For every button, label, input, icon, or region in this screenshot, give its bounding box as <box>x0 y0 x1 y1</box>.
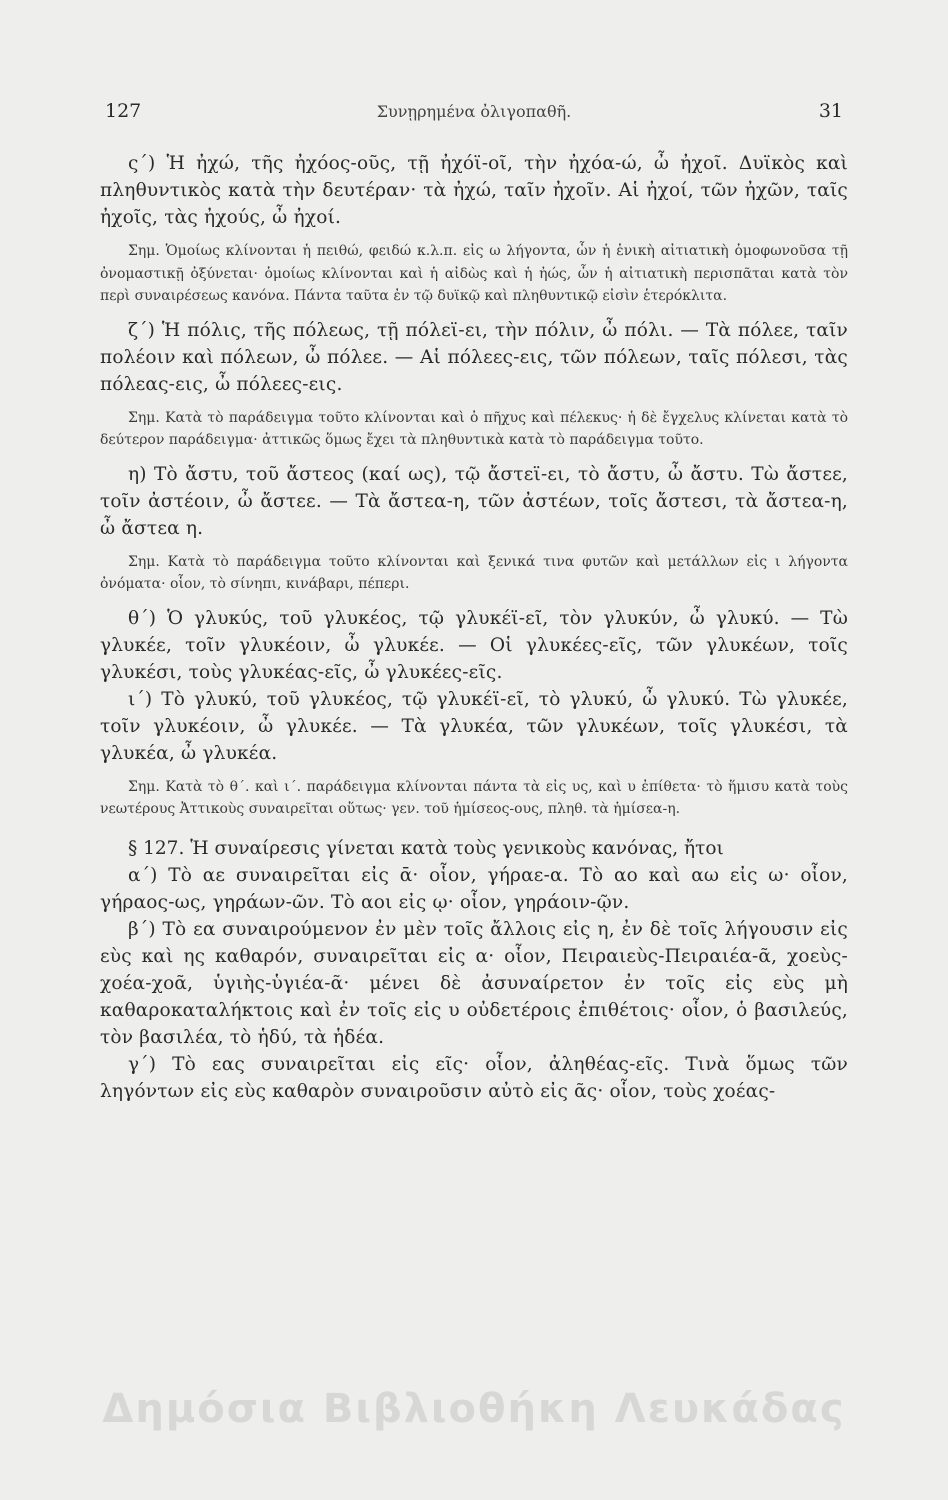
note-polis-similar: Σημ. Κατὰ τὸ παράδειγμα τοῦτο κλίνονται καὶ ὁ πῆχυς καὶ πέλεκυς· ἡ δὲ ἔγχελυς κλίνεται κατὰ τὸ δεύτερον παράδειγμα· ἀττικῶς ὅμως ἔχει τὰ πληθυντικὰ κατὰ τὸ παράδειγμα τοῦτο. <box>100 409 848 448</box>
library-watermark: Δημόσια Βιβλιοθήκη Λευκάδας <box>102 1386 846 1432</box>
paragraph-glykys-masculine: θ΄) Ὁ γλυκύς, τοῦ γλυκέος, τῷ γλυκέϊ-εῖ, τὸν γλυκύν, ὦ γλυκύ. — Τὼ γλυκέε, τοῖν γλυκέοιν, ὦ γλυκέε. — Οἱ γλυκέες-εῖς, τῶν γλυκέων, τοῖς γλυκέσι, τοὺς γλυκέας-εῖς, ὦ γλυκέες-εῖς. <box>100 607 848 683</box>
page-header <box>105 100 843 130</box>
section-127-heading: § 127. Ἡ συναίρεσις γίνεται κατὰ τοὺς γενικοὺς κανόνας, ἤτοι <box>128 837 724 859</box>
paragraph-echo-declension: ς΄) Ἡ ἠχώ, τῆς ἠχόος-οῦς, τῇ ἠχόϊ-οῖ, τὴν ἠχόα-ώ, ὦ ἠχοῖ. Δυϊκὸς καὶ πληθυντικὸς κατὰ τὴν δευτέραν· τὰ ἠχώ, ταῖν ἠχοῖν. Αἱ ἠχοί, τῶν ἠχῶν, ταῖς ἠχοῖς, τὰς ἠχούς, ὦ ἠχοί. <box>100 153 848 228</box>
rule-beta: β΄) Τὸ εα συναιρούμενον ἐν μὲν τοῖς ἄλλοις εἰς η, ἐν δὲ τοῖς λήγουσιν εἰς εὺς καὶ ης καθαρόν, συναιρεῖται εἰς α· οἷον, Πειραιεὺς-Πειραιέα-ᾶ, χοεὺς-χοέα-χοᾶ, ὑγιὴς-ὑγιέα-ᾶ· μένει δὲ ἀσυναίρετον ἐν τοῖς εἰς εὺς μὴ καθαροκαταλήκτοις καὶ ἐν τοῖς εἰς υ οὐδετέροις ἐπιθέτοις· οἷον, ὁ βασιλεύς, τὸν βασιλέα, τὸ ἡδύ, τὰ ἡδέα. <box>100 918 848 1048</box>
right-page-number: 31 <box>818 100 843 122</box>
rule-gamma: γ΄) Τὸ εας συναιρεῖται εἰς εῖς· οἷον, ἀληθέας-εῖς. Τινὰ ὅμως τῶν ληγόντων εἰς εὺς καθαρὸν συναιροῦσιν αὐτὸ εἰς ᾶς· οἷον, τοὺς χοέας- <box>100 1053 848 1102</box>
rule-alpha: α΄) Τὸ αε συναιρεῖται εἰς ᾱ· οἷον, γήραε-α. Τὸ αο καὶ αω εἰς ω· οἷον, γήραος-ως, γηράων-ῶν. Τὸ αοι εἰς ῳ· οἷον, γηράοιν-ῷν. <box>100 864 848 913</box>
paragraph-asty-declension: η) Τὸ ἄστυ, τοῦ ἄστεος (καί ως), τῷ ἄστεϊ-ει, τὸ ἄστυ, ὦ ἄστυ. Τὼ ἄστεε, τοῖν ἀστέοιν, ὦ ἄστεε. — Τὰ ἄστεα-η, τῶν ἀστέων, τοῖς ἄστεσι, τὰ ἄστεα-η, ὦ ἄστεα η. <box>100 463 848 539</box>
note-echo-similar: Σημ. Ὁμοίως κλίνονται ἡ πειθώ, φειδώ κ.λ.π. εἰς ω λήγοντα, ὧν ἡ ἑνικὴ αἰτιατικὴ ὁμοφωνοῦσα τῇ ὀνομαστικῇ ὀξύνεται· ὁμοίως κλίνονται καὶ ἡ αἰδὼς καὶ ἡ ἠώς, ὧν ἡ αἰτιατικὴ περισπᾶται κατὰ τὸν περὶ συναιρέσεως κανόνα. Πάντα ταῦτα ἐν τῷ δυϊκῷ καὶ πληθυντικῷ εἰσὶν ἑτερόκλιτα. <box>100 243 848 304</box>
left-page-number: 127 <box>105 100 142 122</box>
page-body <box>100 150 848 1105</box>
note-adjectives-ys: Σημ. Κατὰ τὸ θ΄. καὶ ι΄. παράδειγμα κλίνονται πάντα τὰ εἰς υς, καὶ υ ἐπίθετα· τὸ ἥμισυ κατὰ τοὺς νεωτέρους Ἀττικοὺς συναιρεῖται οὕτως· γεν. τοῦ ἡμίσεος-ους, πληθ. τὰ ἡμίσεα-η. <box>100 778 848 817</box>
note-asty-similar: Σημ. Κατὰ τὸ παράδειγμα τοῦτο κλίνονται καὶ ξενικά τινα φυτῶν καὶ μετάλλων εἰς ι λήγοντα ὀνόματα· οἷον, τὸ σίνηπι, κινάβαρι, πέπερι. <box>100 553 848 592</box>
paragraph-polis-declension: ζ΄) Ἡ πόλις, τῆς πόλεως, τῇ πόλεϊ-ει, τὴν πόλιν, ὦ πόλι. — Τὰ πόλεε, ταῖν πολέοιν καὶ πόλεων, ὦ πόλεε. — Αἱ πόλεες-εις, τῶν πόλεων, ταῖς πόλεσι, τὰς πόλεας-εις, ὦ πόλεες-εις. <box>100 319 848 395</box>
paragraph-glyky-neuter: ι΄) Τὸ γλυκύ, τοῦ γλυκέος, τῷ γλυκέϊ-εῖ, τὸ γλυκύ, ὦ γλυκύ. Τὼ γλυκέε, τοῖν γλυκέοιν, ὦ γλυκέε. — Τὰ γλυκέα, τῶν γλυκέων, τοῖς γλυκέσι, τὰ γλυκέα, ὦ γλυκέα. <box>100 688 848 764</box>
running-title: Συνῃρημένα ὀλιγοπαθῆ. <box>376 102 572 121</box>
